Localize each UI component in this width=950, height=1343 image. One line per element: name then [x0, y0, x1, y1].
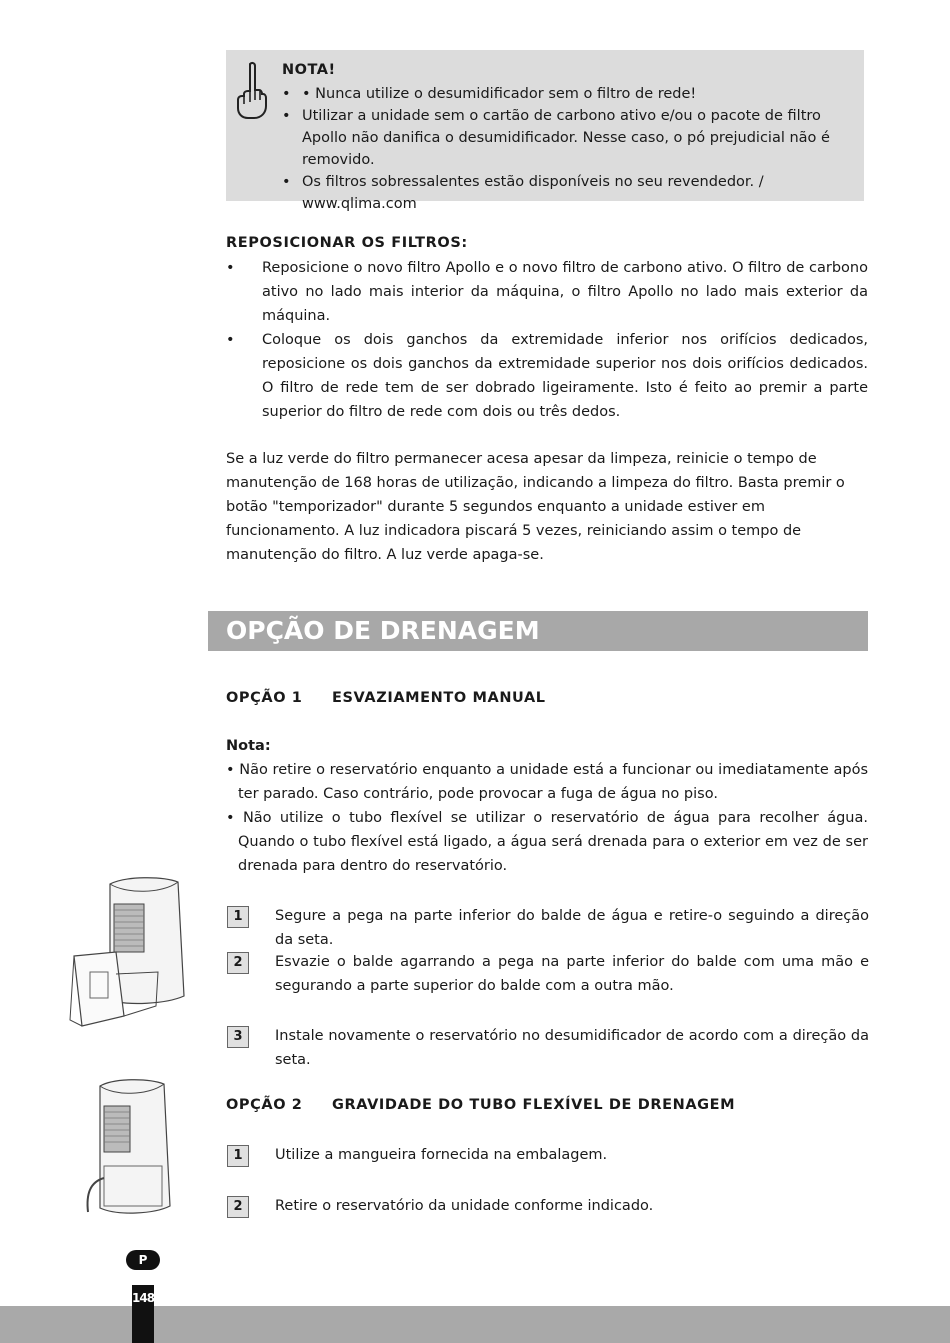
pointing-hand-icon — [232, 60, 272, 124]
list-item: • Não utilize o tubo flexível se utilizar o reservatório de água para recolher água. Quando o tubo flexível está ligado, a água será drenada para o exterior em vez de ser drenada para dentro do reservatório. — [226, 810, 868, 874]
step-number-badge: 2 — [227, 1196, 249, 1218]
page-number: 148 — [132, 1285, 154, 1343]
nota-list — [226, 758, 868, 878]
note-item: • Os filtros sobressalentes estão disponíveis no seu revendedor. / www.qlima.com — [282, 171, 852, 215]
list-item-text: Coloque os dois ganchos da extremidade inferior nos orifícios dedicados, reposicione os dois ganchos da extremidade superior nos dois orifícios dedicados. O filtro de rede tem de ser dobrado ligeiramente. Isto é feito ao premir a parte superior do filtro de rede com dois ou três dedos. — [262, 332, 868, 420]
step-text: Utilize a mangueira fornecida na embalagem. — [275, 1147, 608, 1163]
section-title: OPÇÃO DE DRENAGEM — [226, 616, 540, 645]
note-list — [282, 83, 852, 215]
list-item — [226, 328, 868, 424]
note-item: • Utilizar a unidade sem o cartão de carbono ativo e/ou o pacote de filtro Apollo não danifica o desumidificador. Nesse caso, o pó prejudicial não é removido. — [282, 105, 852, 171]
note-title: NOTA! — [282, 62, 336, 78]
option1-title: ESVAZIAMENTO MANUAL — [332, 690, 546, 706]
list-item-text: Reposicione o novo filtro Apollo e o novo filtro de carbono ativo. O filtro de carbono ativo no lado mais interior da máquina, o filtro Apollo no lado mais exterior da máquina. — [262, 260, 868, 324]
step-number-badge: 1 — [227, 1145, 249, 1167]
nota-label: Nota: — [226, 738, 271, 754]
step-number-badge: 3 — [227, 1026, 249, 1048]
step-text: Segure a pega na parte inferior do balde de água e retire-o seguindo a direção da seta. — [275, 908, 869, 948]
note-box — [226, 50, 864, 212]
step-number-badge: 2 — [227, 952, 249, 974]
language-badge: P — [126, 1250, 160, 1270]
dehumidifier-hose-illustration — [78, 1078, 178, 1224]
list-item — [226, 256, 868, 328]
step-text: Retire o reservatório da unidade conforme indicado. — [275, 1198, 654, 1214]
step-text: Instale novamente o reservatório no desumidificador de acordo com a direção da seta. — [275, 1028, 869, 1068]
bullet-icon: • — [226, 260, 235, 276]
option2-label: OPÇÃO 2 — [226, 1097, 303, 1113]
reposition-heading: REPOSICIONAR OS FILTROS: — [226, 235, 468, 251]
list-item: • Não retire o reservatório enquanto a unidade está a funcionar ou imediatamente após ter parado. Caso contrário, pode provocar a fuga de água no piso. — [226, 762, 868, 802]
step-text: Esvazie o balde agarrando a pega na parte inferior do balde com uma mão e segurando a parte superior do balde com a outra mão. — [275, 954, 869, 994]
bullet-icon: • — [226, 332, 235, 348]
step-number-badge: 1 — [227, 906, 249, 928]
option1-label: OPÇÃO 1 — [226, 690, 303, 706]
section-header — [208, 611, 868, 651]
reposition-list — [226, 256, 868, 424]
option2-title: GRAVIDADE DO TUBO FLEXÍVEL DE DRENAGEM — [332, 1097, 736, 1113]
filter-reset-paragraph: Se a luz verde do filtro permanecer acesa apesar da limpeza, reinicie o tempo de manutenção de 168 horas de utilização, indicando a limpeza do filtro. Basta premir o botão "temporizador" durante 5 segundos enquanto a unidade estiver em funcionamento. A luz indicadora piscará 5 vezes, reiniciando assim o tempo de manutenção do filtro. A luz verde apaga-se. — [226, 451, 845, 563]
note-item: • • Nunca utilize o desumidificador sem o filtro de rede! — [282, 83, 852, 105]
dehumidifier-bucket-illustration — [66, 876, 200, 1036]
